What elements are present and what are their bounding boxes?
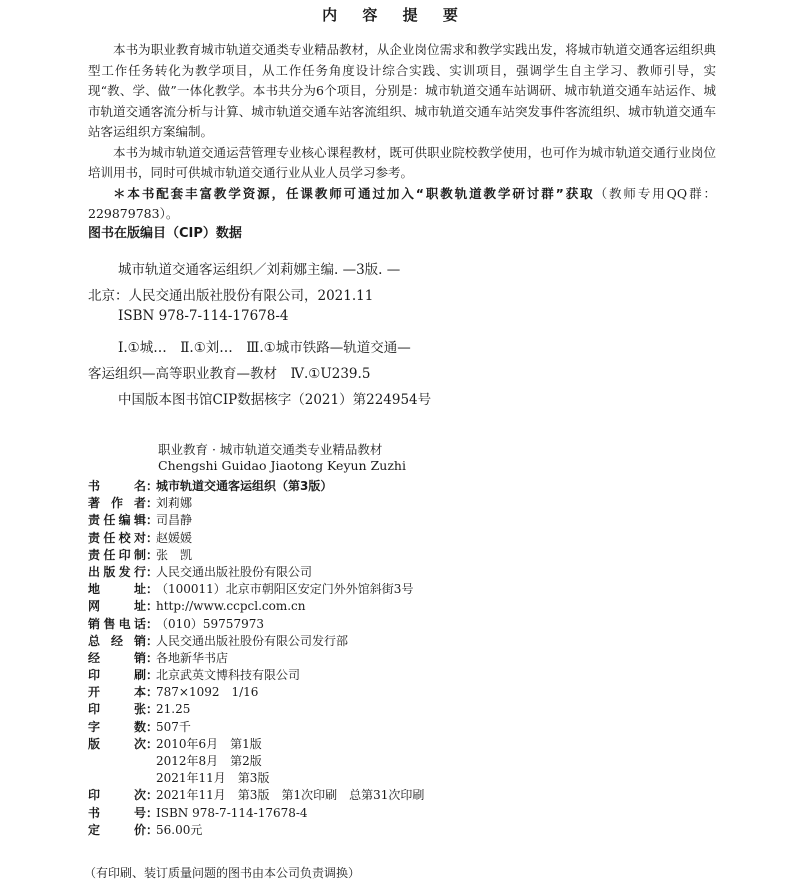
content-summary bbox=[88, 40, 716, 225]
info-colon: ： bbox=[146, 530, 159, 545]
info-row bbox=[88, 530, 728, 547]
info-colon: ： bbox=[146, 685, 159, 700]
info-label: 责任印制 bbox=[88, 547, 146, 562]
info-row bbox=[88, 667, 728, 684]
info-row bbox=[88, 650, 728, 667]
info-value: 2021年11月 第3版 第1次印刷 总第31次印刷 bbox=[156, 788, 425, 803]
info-value: 张 凯 bbox=[156, 547, 193, 562]
info-colon: ： bbox=[146, 599, 159, 614]
cip-data-number: 中国版本图书馆CIP数据核字（2021）第224954号 bbox=[118, 392, 432, 408]
info-row bbox=[88, 736, 728, 753]
info-label: 总经销 bbox=[88, 633, 146, 648]
quality-note: （有印刷、装订质量问题的图书由本公司负责调换） bbox=[84, 866, 361, 880]
cip-line-5: 客运组织—高等职业教育—教材 Ⅳ.①U239.5 bbox=[88, 366, 371, 382]
info-label: 版次 bbox=[88, 736, 146, 751]
summary-paragraph-2: 本书为城市轨道交通运营管理专业核心课程教材，既可供职业院校教学使用，也可作为城市轨道交通行业岗位培训用书，同时可供城市轨道交通行业从业人员学习参考。 bbox=[88, 144, 716, 180]
info-row bbox=[88, 753, 728, 770]
info-value: 北京武英文博科技有限公司 bbox=[156, 668, 301, 683]
info-colon: ： bbox=[146, 805, 159, 820]
info-row bbox=[88, 633, 728, 650]
info-value: 21.25 bbox=[156, 702, 191, 717]
info-colon: ： bbox=[146, 822, 159, 837]
info-label: 定价 bbox=[88, 822, 146, 837]
info-label: 字数 bbox=[88, 719, 146, 734]
info-label: 销售电话 bbox=[88, 616, 146, 631]
resource-notice: ＊本书配套丰富教学资源，任课教师可通过加入“职教轨道教学研讨群”获取 bbox=[113, 185, 595, 201]
series-pinyin: Chengshi Guidao Jiaotong Keyun Zuzhi bbox=[158, 458, 406, 473]
info-row bbox=[88, 787, 728, 804]
info-colon: ： bbox=[146, 736, 159, 751]
info-label: 书号 bbox=[88, 805, 146, 820]
info-colon: ： bbox=[146, 582, 159, 597]
info-value: 各地新华书店 bbox=[156, 650, 229, 665]
info-value: 赵媛媛 bbox=[156, 530, 193, 545]
info-colon: ： bbox=[146, 547, 159, 562]
info-colon: ： bbox=[146, 513, 159, 528]
info-label: 地址 bbox=[88, 582, 146, 597]
info-label: 经销 bbox=[88, 650, 146, 665]
info-colon: ： bbox=[146, 702, 159, 717]
info-value: 人民交通出版社股份有限公司发行部 bbox=[156, 633, 349, 648]
info-colon: ： bbox=[146, 564, 159, 579]
info-colon: ： bbox=[146, 479, 159, 493]
info-value: 人民交通出版社股份有限公司 bbox=[156, 564, 313, 579]
info-row bbox=[88, 822, 728, 839]
info-label: 出版发行 bbox=[88, 564, 146, 579]
info-label: 责任编辑 bbox=[88, 513, 146, 528]
info-colon: ： bbox=[146, 719, 159, 734]
info-colon: ： bbox=[146, 668, 159, 683]
info-label: 开本 bbox=[88, 685, 146, 700]
info-value: ISBN 978-7-114-17678-4 bbox=[156, 805, 308, 820]
info-label: 印张 bbox=[88, 702, 146, 717]
info-value: 2012年8月 第2版 bbox=[156, 754, 262, 768]
info-label: 网址 bbox=[88, 599, 146, 614]
info-row bbox=[88, 478, 728, 495]
info-value: http://www.ccpcl.com.cn bbox=[156, 599, 306, 614]
info-value: （010）59757973 bbox=[156, 616, 264, 631]
info-label: 印刷 bbox=[88, 668, 146, 683]
info-colon: ： bbox=[146, 633, 159, 648]
info-row bbox=[88, 564, 728, 581]
info-value: 城市轨道交通客运组织（第3版） bbox=[156, 479, 333, 493]
info-colon: ： bbox=[146, 616, 159, 631]
info-row bbox=[88, 805, 728, 822]
info-label: 责任校对 bbox=[88, 530, 146, 545]
cip-line-2: 北京：人民交通出版社股份有限公司，2021.11 bbox=[88, 288, 374, 304]
info-row bbox=[88, 684, 728, 701]
info-value: 507千 bbox=[156, 719, 191, 734]
summary-paragraph-3 bbox=[88, 184, 716, 225]
info-row bbox=[88, 598, 728, 615]
info-row bbox=[88, 495, 728, 512]
info-value: 2010年6月 第1版 bbox=[156, 736, 262, 751]
info-row bbox=[88, 719, 728, 736]
info-label: 印次 bbox=[88, 788, 146, 803]
info-row bbox=[88, 616, 728, 633]
info-row bbox=[88, 581, 728, 598]
cip-line-1: 城市轨道交通客运组织／刘莉娜主编. —3版. — bbox=[118, 262, 401, 278]
info-label: 著作者 bbox=[88, 496, 146, 511]
info-value: 刘莉娜 bbox=[156, 496, 193, 511]
info-row bbox=[88, 701, 728, 718]
info-colon: ： bbox=[146, 788, 159, 803]
cip-line-4: Ⅰ.①城… Ⅱ.①刘… Ⅲ.①城市铁路—轨道交通— bbox=[118, 340, 411, 356]
cip-isbn: ISBN 978-7-114-17678-4 bbox=[118, 308, 289, 324]
info-value: 2021年11月 第3版 bbox=[156, 771, 270, 786]
info-value: （100011）北京市朝阳区安定门外外馆斜街3号 bbox=[156, 582, 414, 597]
info-colon: ： bbox=[146, 496, 159, 511]
cip-heading: 图书在版编目（CIP）数据 bbox=[88, 226, 242, 241]
info-colon: ： bbox=[146, 650, 159, 665]
info-value: 56.00元 bbox=[156, 822, 203, 837]
info-row bbox=[88, 512, 728, 529]
page-title: 内 容 提 要 bbox=[322, 6, 468, 24]
series-name: 职业教育 · 城市轨道交通类专业精品教材 bbox=[158, 442, 383, 457]
publication-info bbox=[88, 478, 728, 839]
qq-group-note: （教师专用QQ群：229879783）。 bbox=[88, 185, 717, 221]
info-label: 书名 bbox=[88, 479, 146, 493]
info-row bbox=[88, 547, 728, 564]
info-value: 司昌静 bbox=[156, 513, 193, 528]
info-value: 787×1092 1/16 bbox=[156, 685, 259, 700]
summary-paragraph-1: 本书为职业教育城市轨道交通类专业精品教材，从企业岗位需求和教学实践出发，将城市轨道交通客运组织典型工作任务转化为教学项目，从工作任务角度设计综合实践、实训项目，强调学生自主学习、教师引导，实现“教、学、做”一体化教学。本书共分为6个项目，分别是：城市轨道交通车站调研、城市轨道交通车站运作、城市轨道交通客流分析与计算、城市轨道交通车站客流组织、城市轨道交通车站突发事件客流组织、城市轨道交通车站客运组织方案编制。 bbox=[88, 42, 716, 139]
info-row bbox=[88, 770, 728, 787]
